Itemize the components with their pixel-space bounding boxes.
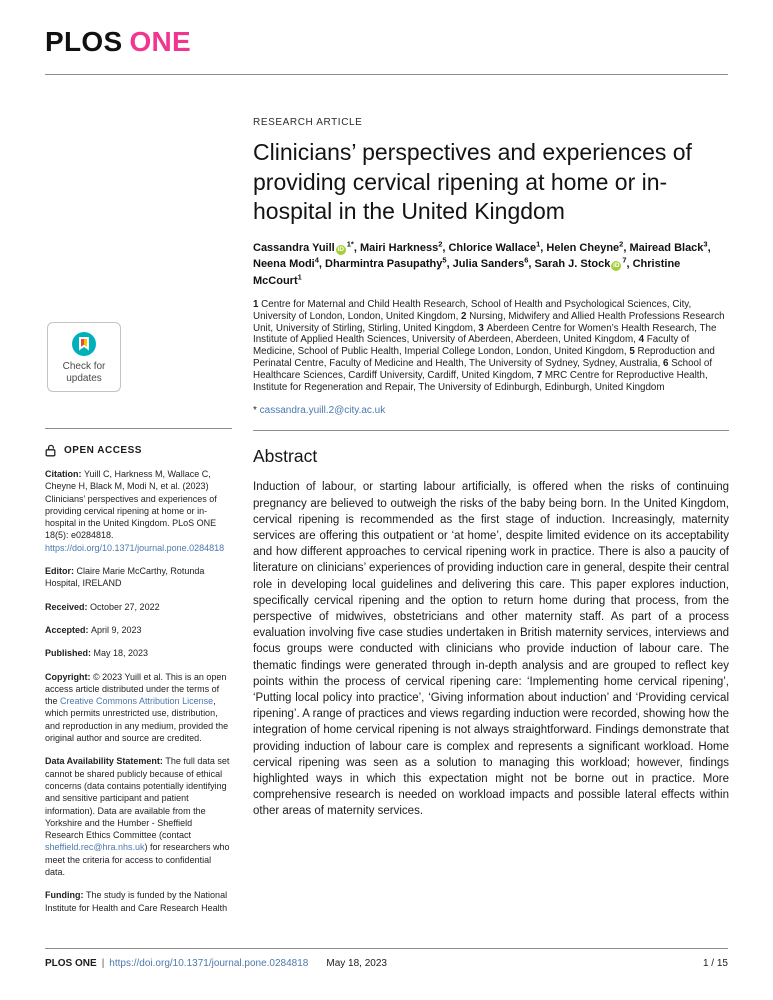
sidebar bbox=[45, 322, 232, 928]
author-list: Cassandra Yuill $iD^{1*}$, Mairi Harkness$^2$, Chlorice Wallace$^1$, Helen Cheyne$^2$, Mairead Black$^3$, Neena Modi$^4$, Dharmintra Pasupathy$^5$, Julia Sanders$^6$, Sarah J. Stock $iD^7$, Christine McCourt$^1$ bbox=[253, 238, 711, 287]
affiliations: 1 Centre for Maternal and Child Health Research, School of Health and Psychological Sciences, City, University of London, London, United Kingdom, 2 Nursing, Midwifery and Allied Health Professions Research Unit, University of Stirling, Stirling, United Kingdom, 3 Aberdeen Centre for Women’s Health Research, The Institute of Applied Health Sciences, University of Aberdeen, Aberdeen, United Kingdom, 4 Faculty of Medicine, School of Public Health, Imperial College London, London, United Kingdom, 5 Reproduction and Perinatal Centre, Faculty of Medicine and Health, The University of Sydney, Sydney, Australia, 6 School of Healthcare Sciences, Cardiff University, Cardiff, United Kingdom, 7 MRC Centre for Reproductive Health, Institute for Regeneration and Repair, The University of Edinburgh, Edinburgh, United Kingdom bbox=[253, 299, 725, 393]
journal-header bbox=[45, 26, 191, 58]
badge-line2: updates bbox=[66, 373, 102, 384]
copyright-paragraph: Copyright: © 2023 Yuill et al. This is an open access article distributed under the terms of the Creative Commons Attribution License, which permits unrestricted use, distribution, and reproduction in any medium, provided the original author and source are credited. bbox=[45, 671, 229, 744]
footer-separator: | bbox=[101, 958, 105, 969]
funding-paragraph: Funding: The study is funded by the National Institute for Health and Care Research Health bbox=[45, 890, 228, 913]
received-paragraph: Received: October 27, 2022 bbox=[45, 601, 160, 612]
open-lock-icon bbox=[45, 444, 57, 457]
open-access-row bbox=[45, 444, 232, 457]
corresponding-author: * cassandra.yuill.2@city.ac.uk bbox=[253, 405, 386, 417]
header-divider bbox=[45, 74, 728, 75]
inline-link[interactable]: cassandra.yuill.2@city.ac.uk bbox=[259, 405, 386, 417]
logo-one-text: ONE bbox=[129, 26, 192, 57]
article-title: Clinicians’ perspectives and experiences of providing cervical ripening at home or in-hospital in the United Kingdom bbox=[253, 139, 692, 224]
footer-date: May 18, 2023 bbox=[326, 958, 387, 969]
inline-link[interactable]: https://doi.org/10.1371/journal.pone.0284818 bbox=[45, 542, 225, 553]
accepted-paragraph: Accepted: April 9, 2023 bbox=[45, 624, 142, 635]
editor-paragraph: Editor: Claire Marie McCarthy, Rotunda Hospital, IRELAND bbox=[45, 566, 205, 589]
abstract-heading: Abstract bbox=[253, 446, 318, 467]
inline-link[interactable]: sheffield.rec@hra.nhs.uk bbox=[45, 842, 145, 853]
sidebar-divider bbox=[45, 428, 232, 429]
logo-plos-text: PLOS bbox=[45, 26, 123, 57]
citation-paragraph: Citation: Yuill C, Harkness M, Wallace C, Cheyne H, Black M, Modi N, et al. (2023) Clinicians’ perspectives and experiences of providing cervical ripening at home or in-hospital in the United Kingdom. PLoS ONE 18(5): e0284818. https://doi.org/10.1371/journal.pone.0284818 bbox=[45, 469, 225, 553]
page-number: 1 / 15 bbox=[702, 958, 728, 969]
footer-left bbox=[45, 958, 387, 969]
badge-text bbox=[54, 361, 114, 385]
inline-link[interactable]: Creative Commons Attribution License bbox=[60, 696, 214, 707]
data-availability-paragraph: Data Availability Statement: The full data set cannot be shared publicly because of ethical concerns (data contains potentially identifying and sensitive participant and patient information). Data are available from the Yorkshire and the Humber - Sheffield Research Ethics Committee (contact sheffield.rec@hra.nhs.uk) for researchers who meet the criteria for access to confidential data. bbox=[45, 756, 230, 878]
badge-line1: Check for bbox=[62, 361, 106, 372]
page-footer bbox=[45, 948, 728, 969]
crossmark-icon bbox=[54, 331, 114, 357]
article-type-label: RESEARCH ARTICLE bbox=[253, 117, 363, 128]
published-paragraph: Published: May 18, 2023 bbox=[45, 648, 149, 659]
article-main bbox=[253, 117, 729, 820]
footer-journal-name: PLOS ONE bbox=[45, 958, 97, 969]
orcid-icon[interactable]: iD bbox=[613, 262, 620, 269]
plos-one-logo[interactable] bbox=[45, 26, 191, 58]
open-access-label: OPEN ACCESS bbox=[64, 445, 142, 456]
abstract-divider bbox=[253, 430, 729, 431]
check-for-updates-badge[interactable] bbox=[47, 322, 121, 392]
abstract-text: Induction of labour, or starting labour artificially, is offered when the risks of continuing pregnancy are believed to outweigh the risks of the baby being born. In the United Kingdom, cervical ripening is recommended as the first stage of induction. Increasingly, maternity services are offering this outpatient or ‘at home’, despite limited evidence on its acceptability and how different approaches to cervical ripening work in practice. There is also a paucity of literature on clinicians’ experiences of providing induction care in general, despite their central role in developing local guidelines and delivering this care. This paper explores induction, specifically cervical ripening and the option to return home during that process, from the perspective of midwives, obstetricians and other maternity staff. As part of a process evaluation involving five case studies undertaken in British maternity services, interviews and focus groups were conducted with clinicians who provide induction of labour care. The thematic findings were generated through in-depth analysis and are grouped to reflect key points within the process of cervical ripening care: ‘Implementing home cervical ripening’, ‘Putting local policy into practice’, ‘Giving information about induction’ and ‘Providing cervical ripening’. A range of practices and views regarding induction were recorded, showing how the integration of home cervical ripening is not always straightforward. Findings demonstrate that providing induction of labour care is complex and represents a significant workload. Home cervical ripening was seen as a solution to managing this workload; however, findings highlighted ways in which this expectation might not be borne out in practice. More comprehensive research is needed on workload impacts and possible lateral effects within other areas of maternity services. bbox=[253, 481, 729, 818]
footer-doi-link[interactable]: https://doi.org/10.1371/journal.pone.0284818 bbox=[109, 958, 309, 969]
orcid-icon[interactable]: iD bbox=[337, 245, 344, 253]
